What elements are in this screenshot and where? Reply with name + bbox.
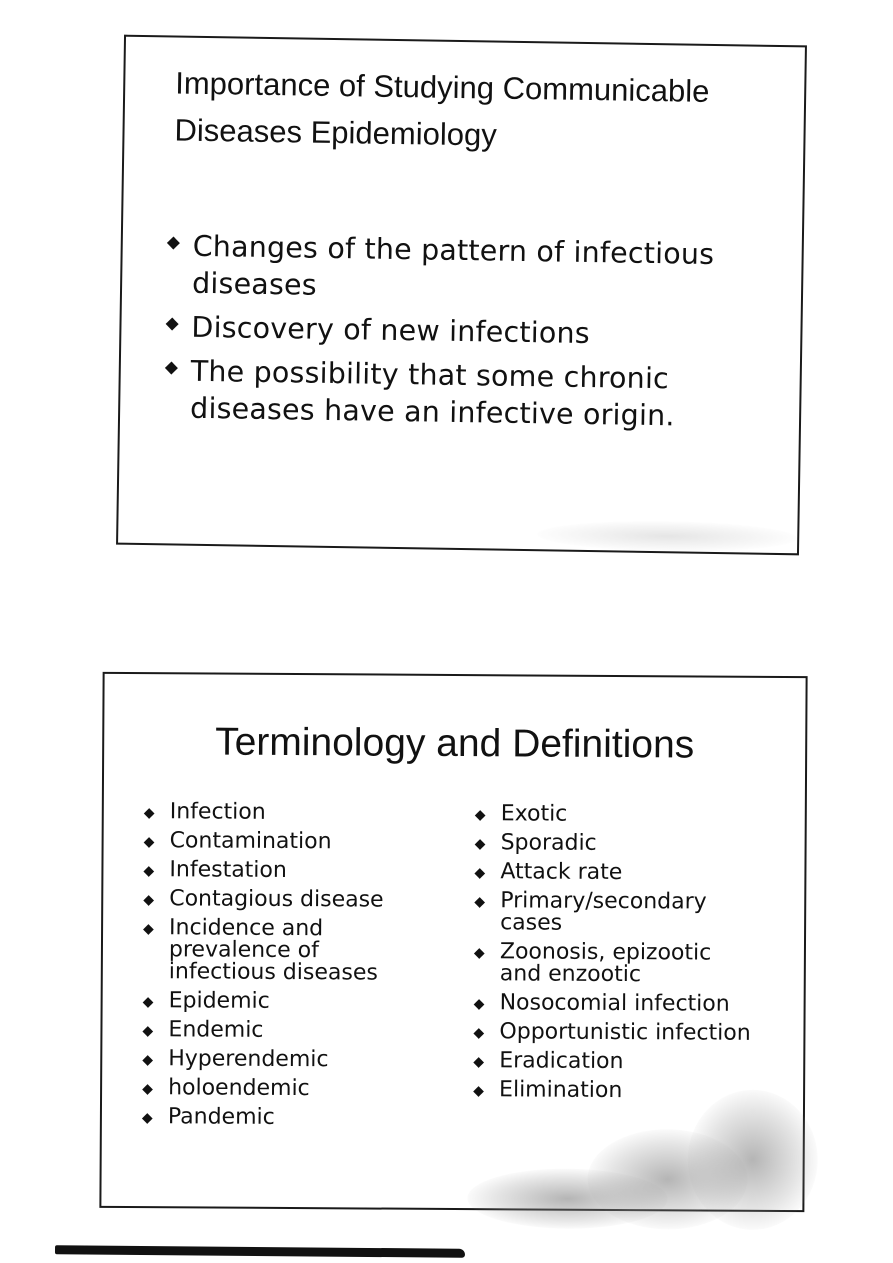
diamond-bullet-icon: ◆ xyxy=(166,232,181,253)
diamond-bullet-icon: ◆ xyxy=(474,894,486,911)
list-item-text: Pandemic xyxy=(167,1104,275,1130)
list-item-text: Elimination xyxy=(499,1077,623,1104)
list-item-text: Zoonosis, epizootic and enzootic xyxy=(499,939,712,988)
list-item xyxy=(142,1077,472,1101)
diamond-bullet-icon: ◆ xyxy=(473,1083,484,1100)
list-item xyxy=(143,990,473,1014)
bullet-list xyxy=(164,227,767,442)
term-list-right xyxy=(473,803,805,1110)
slide-title xyxy=(174,59,795,163)
list-item-text: Sporadic xyxy=(500,830,597,856)
list-item-text: Attack rate xyxy=(500,859,623,886)
list-item-text: Nosocomial infection xyxy=(499,990,730,1017)
list-item xyxy=(474,890,730,936)
diamond-bullet-icon: ◆ xyxy=(474,807,486,824)
list-item xyxy=(142,1106,472,1130)
list-item-text: Endemic xyxy=(168,1017,264,1043)
list-item xyxy=(473,1021,803,1045)
diamond-bullet-icon: ◆ xyxy=(474,865,486,882)
diamond-bullet-icon: ◆ xyxy=(143,892,155,909)
diamond-bullet-icon: ◆ xyxy=(473,1025,485,1042)
diamond-bullet-icon: ◆ xyxy=(142,1081,153,1098)
slide-title-line-1: Importance of Studying Communicable xyxy=(175,65,710,109)
diamond-bullet-icon: ◆ xyxy=(142,994,154,1011)
diamond-bullet-icon: ◆ xyxy=(164,357,179,378)
list-item xyxy=(473,1050,803,1074)
list-item-text: Incidence and prevalence of infectious diseases xyxy=(168,915,378,986)
diamond-bullet-icon: ◆ xyxy=(142,1023,154,1040)
page-edge-rule xyxy=(55,1245,465,1258)
scan-speckle xyxy=(497,509,798,554)
list-item xyxy=(166,227,767,310)
list-item-text: Infestation xyxy=(169,857,287,883)
list-item-text: Discovery of new infections xyxy=(191,310,591,351)
list-item-text: Contagious disease xyxy=(169,886,384,913)
list-item-text: Epidemic xyxy=(168,988,270,1014)
scan-shade xyxy=(537,519,797,553)
list-item-text: Contamination xyxy=(169,828,332,855)
list-item xyxy=(144,830,474,854)
list-item-text: Changes of the pattern of infectious diseases xyxy=(191,229,715,302)
slide-terminology xyxy=(99,672,807,1212)
list-item-text: Opportunistic infection xyxy=(499,1019,751,1046)
scan-speckle xyxy=(467,1088,803,1210)
list-item-text: Primary/secondary cases xyxy=(500,888,707,936)
term-list-left xyxy=(142,801,474,1137)
list-item-text: holoendemic xyxy=(168,1075,310,1102)
list-item xyxy=(143,859,473,883)
list-item xyxy=(474,992,804,1016)
slide-title-line-2: Diseases Epidemiology xyxy=(174,112,498,153)
diamond-bullet-icon: ◆ xyxy=(141,1110,153,1127)
diamond-bullet-icon: ◆ xyxy=(474,836,486,853)
list-item xyxy=(144,801,474,825)
diamond-bullet-icon: ◆ xyxy=(143,805,155,822)
diamond-bullet-icon: ◆ xyxy=(473,945,485,962)
list-item xyxy=(475,832,805,856)
list-item-text: Eradication xyxy=(499,1048,624,1075)
list-item xyxy=(474,941,740,987)
list-item xyxy=(164,352,765,435)
list-item xyxy=(165,308,766,354)
diamond-bullet-icon: ◆ xyxy=(143,921,154,938)
diamond-bullet-icon: ◆ xyxy=(142,1052,154,1069)
list-item-text: Infection xyxy=(169,799,266,825)
diamond-bullet-icon: ◆ xyxy=(473,996,485,1013)
diamond-bullet-icon: ◆ xyxy=(143,834,155,851)
list-item xyxy=(142,1019,472,1043)
scan-shade xyxy=(687,1089,818,1230)
list-item xyxy=(475,803,805,827)
diamond-bullet-icon: ◆ xyxy=(473,1054,485,1071)
list-item-text: The possibility that some chronic diseases have an infective origin. xyxy=(189,354,675,433)
list-item xyxy=(143,917,399,985)
slide-importance xyxy=(116,35,807,556)
list-item-text: Hyperendemic xyxy=(168,1046,329,1073)
list-item xyxy=(474,861,804,885)
list-item-text: Exotic xyxy=(500,801,568,827)
list-item xyxy=(143,888,473,912)
slide-title: Terminology and Definitions xyxy=(215,720,695,767)
list-item xyxy=(142,1048,472,1072)
diamond-bullet-icon: ◆ xyxy=(165,313,180,334)
diamond-bullet-icon: ◆ xyxy=(143,863,155,880)
